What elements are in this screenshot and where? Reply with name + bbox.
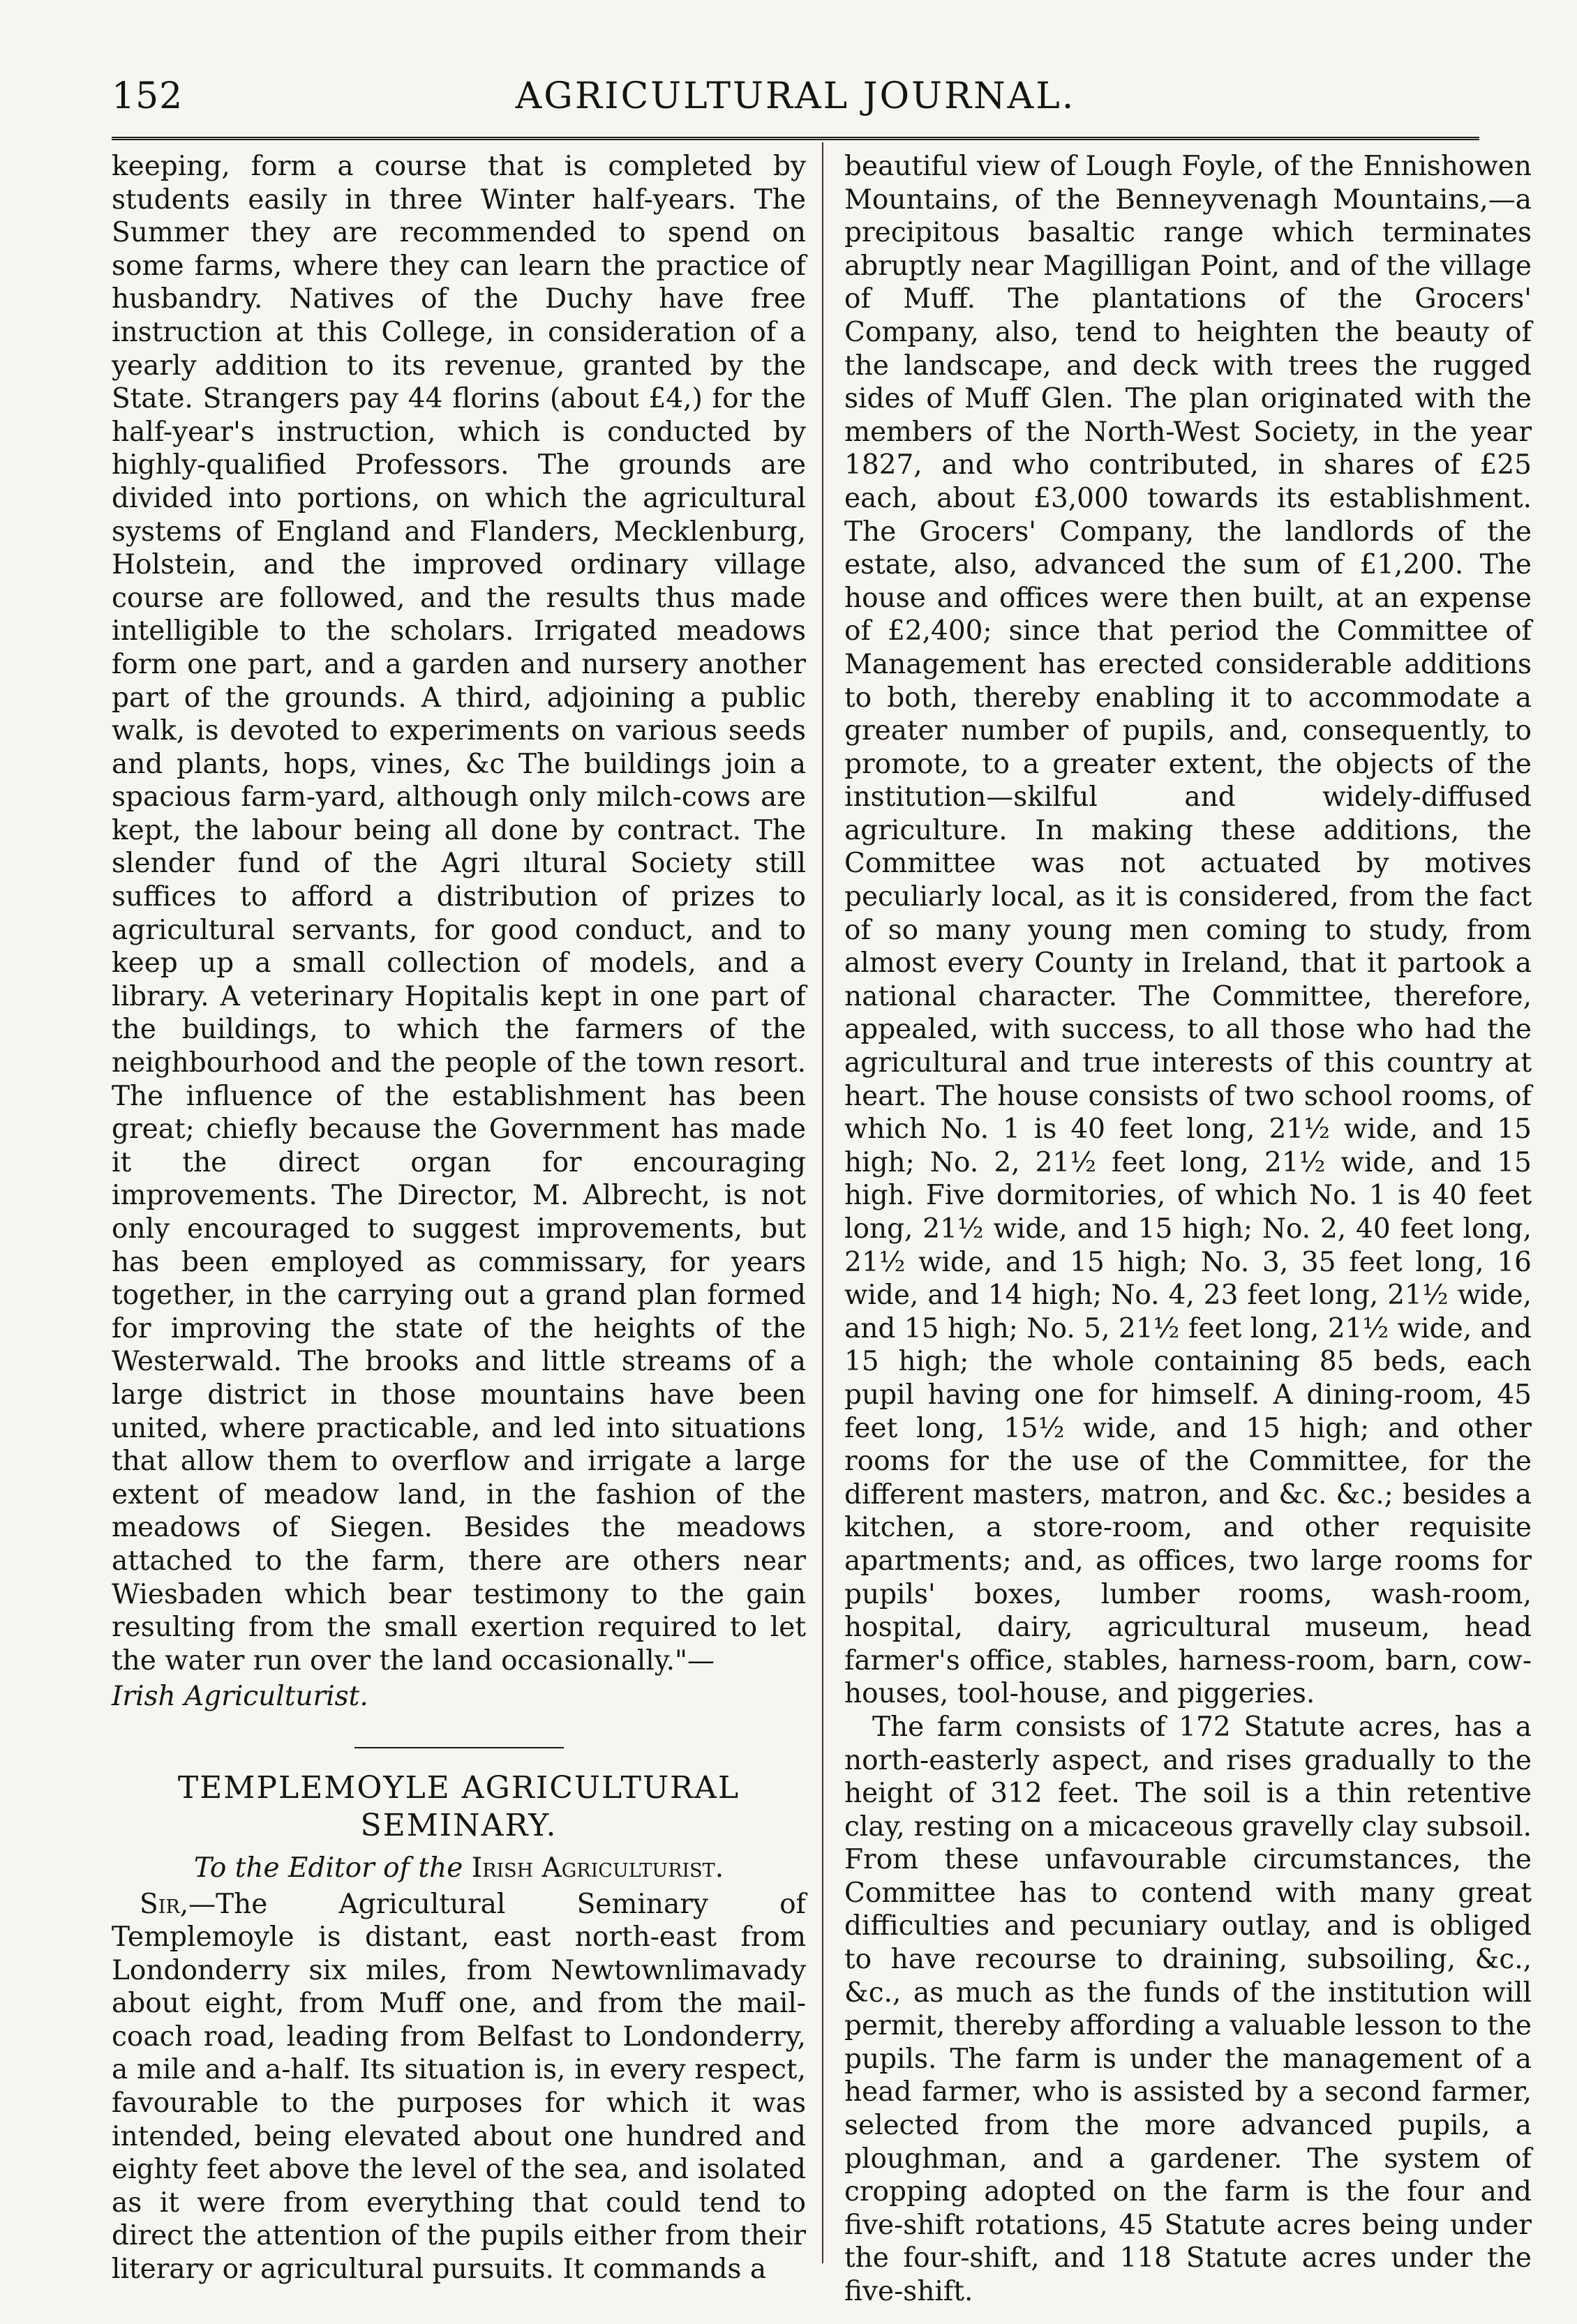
right-column bbox=[844, 150, 1532, 2307]
page-header bbox=[112, 75, 1479, 131]
dedication-line bbox=[112, 1852, 806, 1885]
dedication-name: Irish Agriculturist. bbox=[471, 1852, 724, 1884]
continued-paragraph: keeping, form a course that is completed by students easily in three Winter half-years. The Summer they are recommended to spend on some farms, where they can learn the practice of husbandry. Natives of the Duchy have free instruction at this College, in consideration of a yearly addition to its revenue, granted by the State. Strangers pay 44 florins (about £4,) for the half-year's instruction, which is conducted by highly-qualified Professors. The grounds are divided into portions, on which the agricultural systems of England and Flanders, Mecklenburg, Holstein, and the improved ordinary village course are followed, and the results thus made intelligible to the scholars. Irrigated meadows form one part, and a garden and nursery another part of the grounds. A third, adjoining a public walk, is devoted to experiments on various seeds and plants, hops, vines, &c The buildings join a spacious farm-yard, although only milch-cows are kept, the labour being all done by contract. The slender fund of the Agri ıltural Society still suffices to afford a distribution of prizes to agricultural servants, for good conduct, and to keep up a small collection of models, and a library. A veterinary Hopitalis kept in one part of the buildings, to which the farmers of the neighbourhood and the people of the town resort. The influence of the establishment has been great; chiefly because the Government has made it the direct organ for encouraging improvements. The Director, M. Albrecht, is not only encouraged to suggest improvements, but has been employed as commissary, for years together, in the carrying out a grand plan formed for improving the state of the heights of the Westerwald. The brooks and little streams of a large district in those mountains have been united, where practicable, and led into situations that allow them to overflow and irrigate a large extent of meadow land, in the fashion of the meadows of Siegen. Besides the meadows attached to the farm, there are others near Wiesbaden which bear testimony to the gain resulting from the small exertion required to let the water run over the land occasionally."— bbox=[112, 151, 806, 1677]
farm-paragraph: The farm consists of 172 Statute acres, has a north-easterly aspect, and rises gradually to the height of 312 feet. The soil is a thin retentive clay, resting on a micaceous gravelly clay subsoil. From these unfavourable circumstances, the Committee has to contend with many great difficulties and pecuniary outlay, and is obliged to have recourse to draining, subsoiling, &c., &c., as much as the funds of the institution will permit, thereby affording a valuable lesson to the pupils. The farm is under the management of a head farmer, who is assisted by a second farmer, selected from the more advanced pupils, a ploughman, and a gardener. The system of cropping adopted on the farm is the four and five-shift rotations, 45 Statute acres being under the four-shift, and 118 Statute acres under the five-shift. bbox=[844, 1711, 1532, 2307]
letter-opening-text: —The Agricultural Seminary of Templemoyle is distant, east north-east from Londonderry six miles, from Newtownlimavady about eight, from Muff one, and from the mail-coach road, leading from Belfast to Londonderry, a mile and a-half. Its situation is, in every respect, favourable to the purposes for which it was intended, being elevated about one hundred and eighty feet above the level of the sea, and isolated as it were from everything that could tend to direct the attention of the pupils either from their literary or agricultural pursuits. It commands a bbox=[112, 1888, 806, 2286]
page-number: 152 bbox=[112, 75, 184, 117]
running-title: AGRICULTURAL JOURNAL. bbox=[515, 75, 1076, 117]
salutation: Sir, bbox=[140, 1888, 189, 1920]
letter-paragraph bbox=[112, 1888, 806, 2286]
header-rule bbox=[112, 137, 1479, 140]
attribution: Irish Agriculturist. bbox=[112, 1681, 368, 1713]
column-divider bbox=[822, 142, 823, 2263]
continued-paragraph-right: beautiful view of Lough Foyle, of the Ennishowen Mountains, of the Benneyvenagh Mountains,—a precipitous basaltic range which terminates abruptly near Magilligan Point, and of the village of Muff. The plantations of the Grocers' Company, also, tend to heighten the beauty of the landscape, and deck with trees the rugged sides of Muff Glen. The plan originated with the members of the North-West Society, in the year 1827, and who contributed, in shares of £25 each, about £3,000 towards its establishment. The Grocers' Company, the landlords of the estate, also, advanced the sum of £1,200. The house and offices were then built, at an expense of £2,400; since that period the Committee of Management has erected considerable additions to both, thereby enabling it to accommodate a greater number of pupils, and, consequently, to promote, to a greater extent, the objects of the institution—skilful and widely-diffused agriculture. In making these additions, the Committee was not actuated by motives peculiarly local, as it is considered, from the fact of so many young men coming to study, from almost every County in Ireland, that it partook a national character. The Committee, therefore, appealed, with success, to all those who had the agricultural and true interests of this country at heart. The house consists of two school rooms, of which No. 1 is 40 feet long, 21½ wide, and 15 high; No. 2, 21½ feet long, 21½ wide, and 15 high. Five dormitories, of which No. 1 is 40 feet long, 21½ wide, and 15 high; No. 2, 40 feet long, 21½ wide, and 15 high; No. 3, 35 feet long, 16 wide, and 14 high; No. 4, 23 feet long, 21½ wide, and 15 high; No. 5, 21½ feet long, 21½ wide, and 15 high; the whole containing 85 beds, each pupil having one for himself. A dining-room, 45 feet long, 15½ wide, and 15 high; and other rooms for the use of the Committee, for the different masters, matron, and &c. &c.; besides a kitchen, a store-room, and other requisite apartments; and, as offices, two large rooms for pupils' boxes, lumber rooms, wash-room, hospital, dairy, agricultural museum, head farmer's office, stables, harness-room, barn, cow-houses, tool-house, and piggeries. bbox=[844, 151, 1532, 1710]
left-column bbox=[112, 150, 806, 2286]
dedication-prefix: To the Editor of the bbox=[193, 1852, 463, 1884]
section-rule bbox=[354, 1747, 564, 1748]
article-title: TEMPLEMOYLE AGRICULTURAL SEMINARY. bbox=[177, 1769, 740, 1843]
